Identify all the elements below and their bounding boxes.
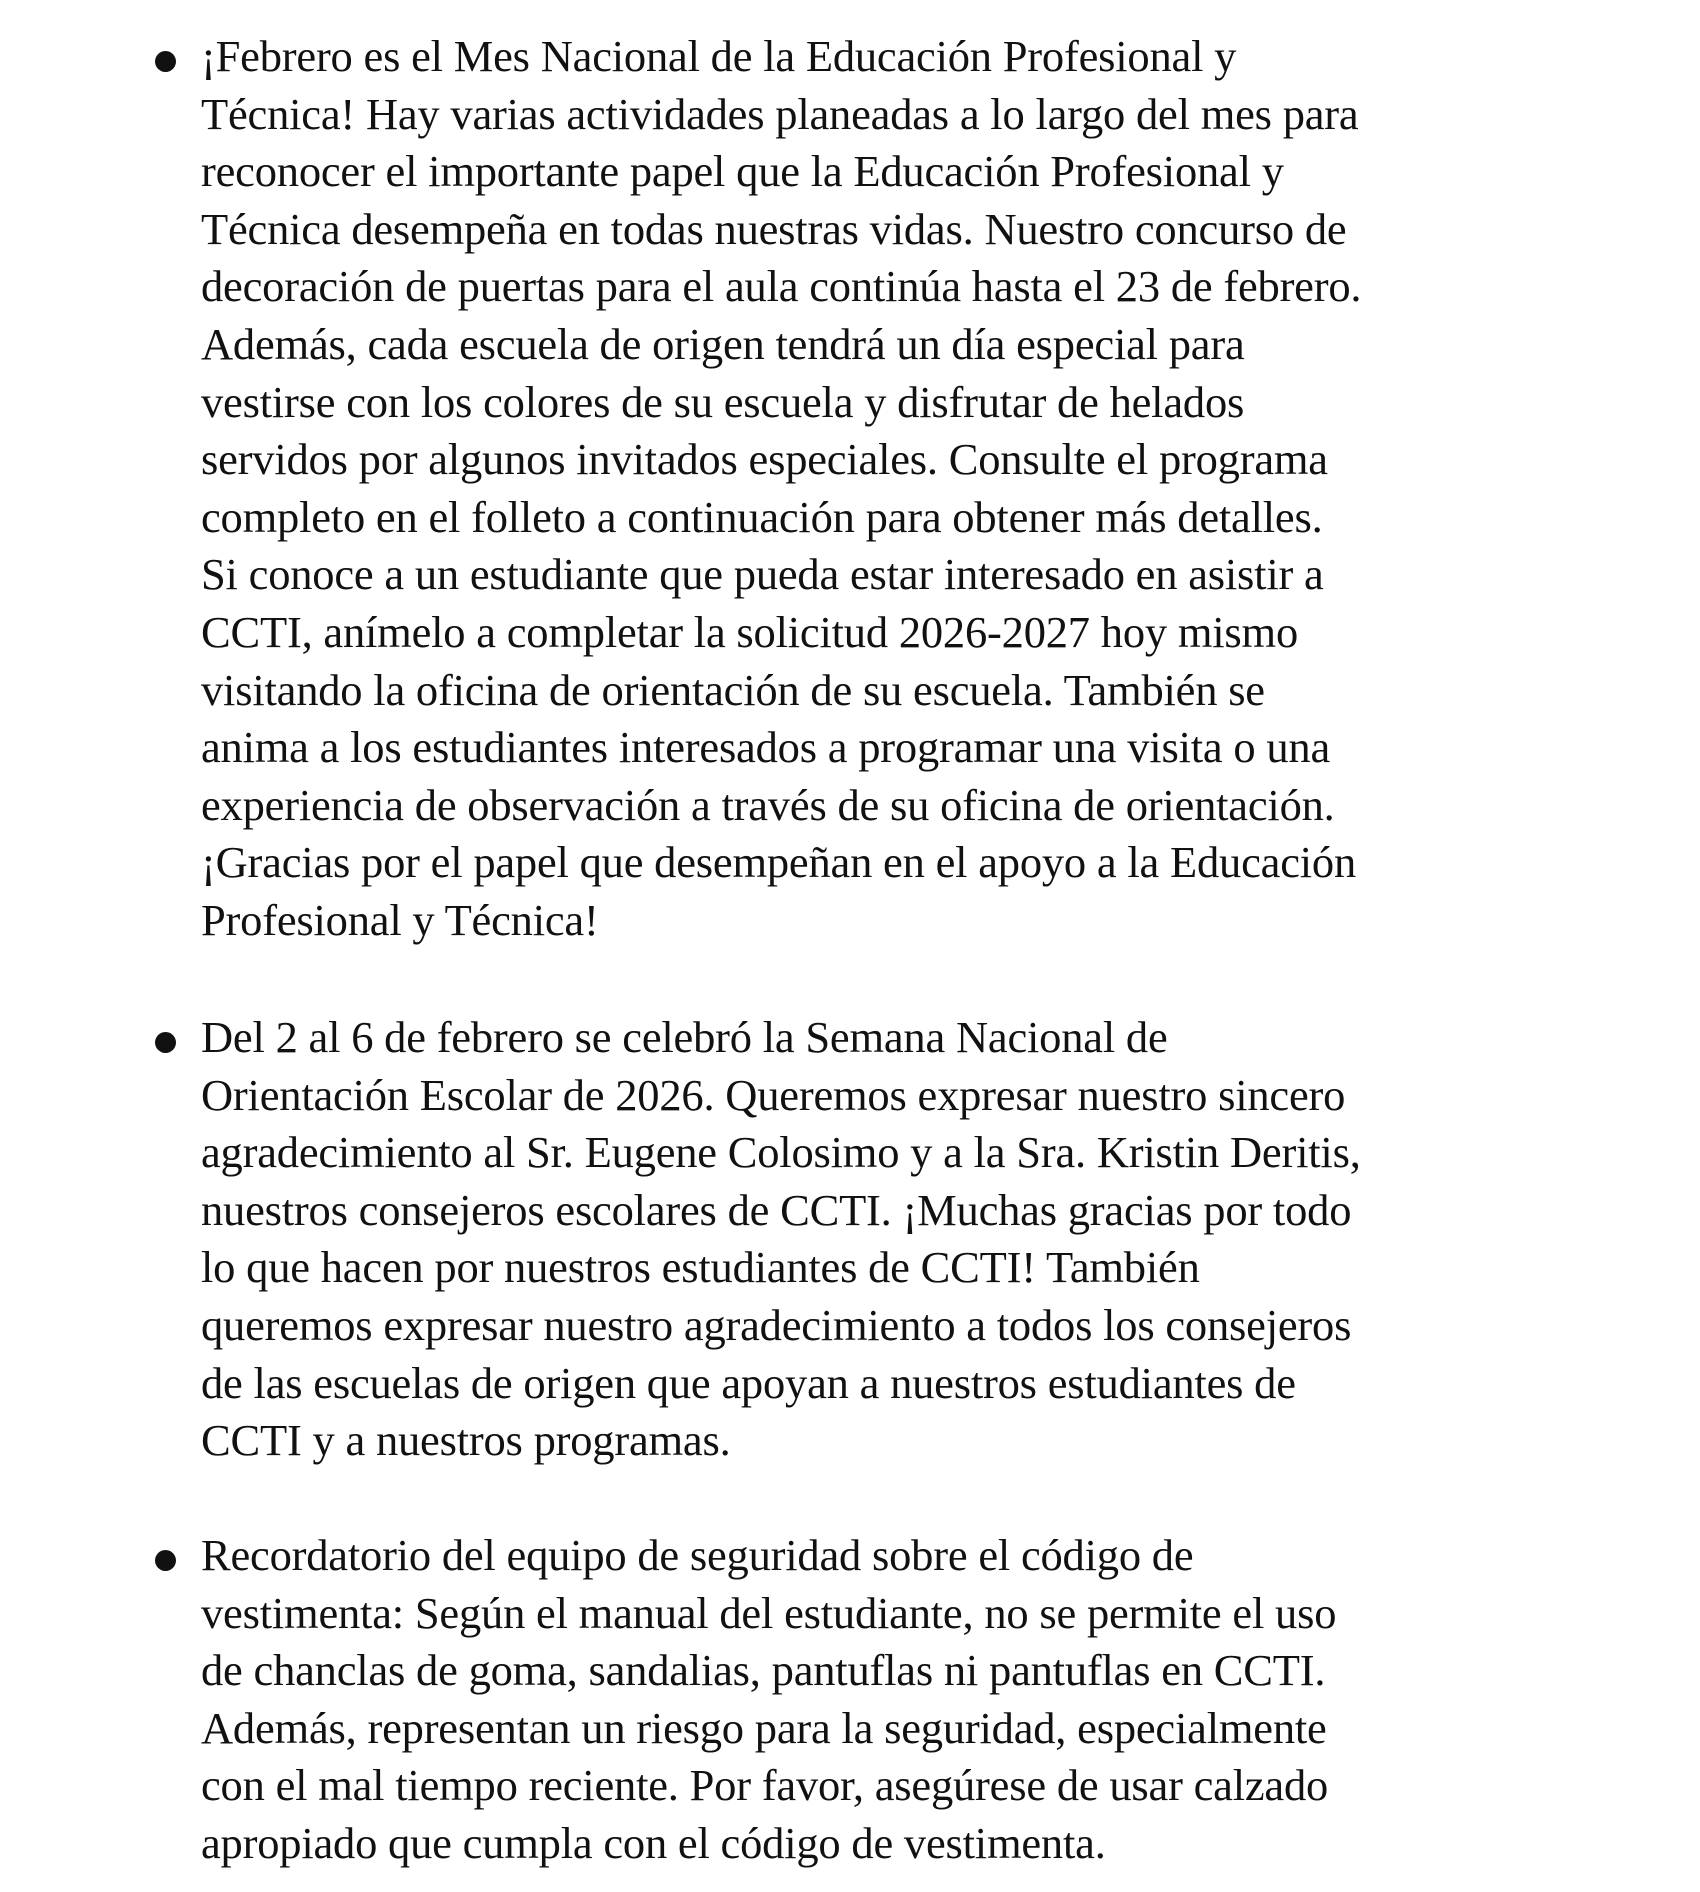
text-line: CCTI, anímelo a completar la solicitud 2026-2027 hoy mismo	[201, 606, 1299, 657]
text-line: de las escuelas de origen que apoyan a nuestros estudiantes de	[201, 1357, 1296, 1408]
bullet-icon	[155, 1032, 176, 1053]
text-line: vestirse con los colores de su escuela y disfrutar de helados	[201, 376, 1245, 427]
text-line: Profesional y Técnica!	[201, 894, 599, 945]
text-line: servidos por algunos invitados especiales. Consulte el programa	[201, 434, 1328, 485]
text-line: CCTI y a nuestros programas.	[201, 1415, 731, 1466]
paragraph-dress-code-reminder	[201, 1527, 1336, 1873]
text-line: Si conoce a un estudiante que pueda estar interesado en asistir a	[201, 549, 1324, 600]
text-line: lo que hacen por nuestros estudiantes de CCTI! También	[201, 1242, 1200, 1293]
paragraph-cte-month	[201, 28, 1361, 950]
text-line: ¡Febrero es el Mes Nacional de la Educación Profesional y	[201, 31, 1237, 81]
text-line: de chanclas de goma, sandalias, pantuflas ni pantuflas en CCTI.	[201, 1645, 1326, 1696]
text-line: con el mal tiempo reciente. Por favor, asegúrese de usar calzado	[201, 1760, 1329, 1811]
text-line: Recordatorio del equipo de seguridad sobre el código de	[201, 1530, 1194, 1580]
text-line: completo en el folleto a continuación para obtener más detalles.	[201, 491, 1323, 542]
text-line: Del 2 al 6 de febrero se celebró la Semana Nacional de	[201, 1012, 1168, 1062]
text-line: reconocer el importante papel que la Educación Profesional y	[201, 146, 1284, 197]
text-line: decoración de puertas para el aula continúa hasta el 23 de febrero.	[201, 261, 1362, 312]
paragraph-school-counseling-week	[201, 1009, 1361, 1470]
bullet-icon	[155, 1550, 176, 1571]
text-line: anima a los estudiantes interesados a programar una visita o una	[201, 722, 1331, 773]
text-line: Además, representan un riesgo para la seguridad, especialmente	[201, 1702, 1327, 1753]
text-line: apropiado que cumpla con el código de vestimenta.	[201, 1817, 1106, 1868]
text-line: nuestros consejeros escolares de CCTI. ¡Muchas gracias por todo	[201, 1184, 1352, 1235]
text-line: Técnica desempeña en todas nuestras vidas. Nuestro concurso de	[201, 203, 1347, 254]
text-line: agradecimiento al Sr. Eugene Colosimo y a la Sra. Kristin Deritis,	[201, 1127, 1361, 1178]
text-line: queremos expresar nuestro agradecimiento a todos los consejeros	[201, 1299, 1352, 1350]
text-line: ¡Gracias por el papel que desempeñan en el apoyo a la Educación	[201, 837, 1357, 888]
text-line: Además, cada escuela de origen tendrá un día especial para	[201, 318, 1245, 369]
text-line: Orientación Escolar de 2026. Queremos expresar nuestro sincero	[201, 1069, 1346, 1120]
bullet-icon	[155, 51, 176, 72]
text-line: visitando la oficina de orientación de su escuela. También se	[201, 664, 1265, 715]
text-line: Técnica! Hay varias actividades planeadas a lo largo del mes para	[201, 88, 1359, 139]
text-line: vestimenta: Según el manual del estudiante, no se permite el uso	[201, 1587, 1337, 1638]
text-line: experiencia de observación a través de su oficina de orientación.	[201, 779, 1335, 830]
